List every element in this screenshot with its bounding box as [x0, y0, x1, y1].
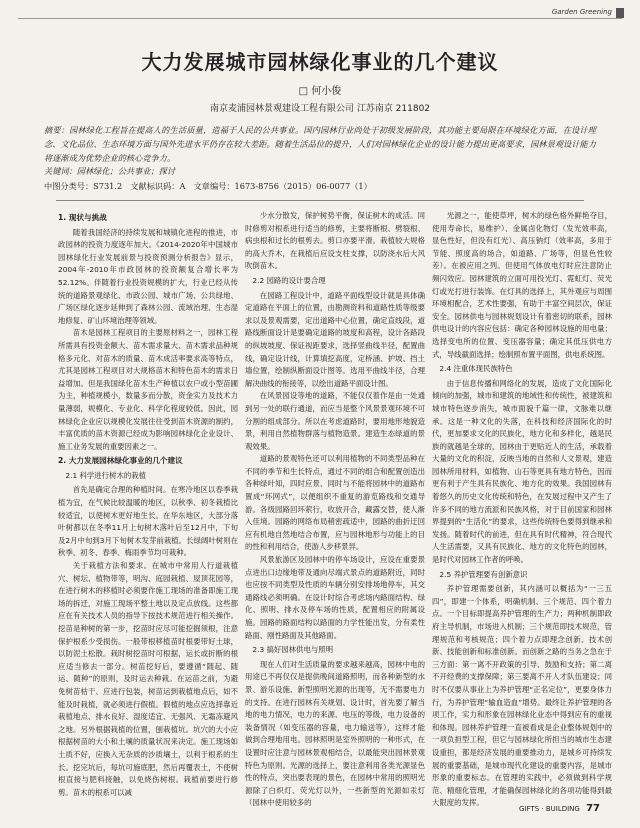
paragraph: 关于栽植方法和要求。在城市中常用人行道栽植穴、树坛、植物带等，明沟、庭园栽植、屋顶花园等，在进行树木的移植时必须要作施工现场的准备即施工现场的拆迁，对施工现场平整土地以及定点放线。这些都应在有关技术人员的指导下按技术规范进行相关操作。挖苗是种树的第一步，挖苗时应尽可能挖掘须根，注意保护根系少受损伤。一般带根移植苗时根要带好土球，以防泥土松散。栽时树挖苗时可根据，运长或折断的根应适当修去一部分。树苗挖好后，要遵循“随起、随运、随种”的原则，及时运去种栽。在运苗之前，为避免树苗枯干、应进行包装，树苗运到栽植地点后，如不能及时栽植，就必须进行假植。假植的地点应选择靠近栽植地点、排水良好、湿度适宜、无强风、无霜冻避风之地。另外根据栽植的位置，刨栽植坑。坑穴的大小应根据树苗的大小和土壤的质量状况来决定。施工现场如土质不好，应换入无杂质的沙质壤土，以利于根系的生长。挖完坑后，每坑可施底肥，然后再覆表土，不使树根直接与肥料接触，以免烧伤树根。栽植前要进行修剪。苗木的根系可以减: [58, 561, 238, 797]
subsection-heading: 2.5 养护管理要有创新意识: [439, 569, 528, 579]
paragraph: 由于信息传播和网络化的发展，造成了文化国际化倾向的加强，城市和建筑的地域性和传统性，被建筑和城市特色逐步消失，城市面貌千篇一律，文脉难以继承。这是一种文化的失落，在科技和经济国际化的时代，更加要求文化的民族化，地方化和多样化，越是民族的就越是全球的，园林由于更贴近人的生活，承载着大量的文化的积淀，反映当地的自然和人文景观，建造园林所用材料，如植物、山石等更具有地方特色，因而更有利于产生具有民族化、地方化的效果。我国园林有着悠久的历史文化传统和特色，在发展过程中又产生了许多不同的地方流派和民族风格，对于目前国家和园林界提到的“生活化”的要求，这些传统特色要得到继承和发扬。随着时代的前进，但在具有时代精神，符合现代人生活需要，又具有民族化、地方的文化特色的园林，是时代对园林工作者的呼唤。: [432, 378, 612, 565]
divider: [56, 200, 584, 201]
subsection-heading: 2.2 园路的设计要合理: [252, 275, 326, 285]
paragraph: 首先是确定合理的种植时间。在寒冷地区以春季栽植为宜，在气候比较温暖的地区，以秋季、初冬栽植比较适宜，以使树木更好地生长。在华东地区，大部分落叶树都以在冬季11月上旬树木落叶后至12月中，下旬及2月中旬到3月下旬树木发芽前栽植。长绿阔叶树则在秋季、初冬、春季、梅雨季节均可栽种。: [58, 485, 238, 558]
paragraph: 少水分散发，保护树势平衡，保证树木的成活。同时修剪对根系进行适当的修剪，主要将断根、劈裂根、病虫根和过长的根剪去。剪口亦要平滑。栽植较大规格的高大乔木，在栽植后应设支柱支撑，以防浇水后大风吹倒苗木。: [245, 211, 425, 271]
column-2: [245, 210, 425, 810]
article-title: 大力发展城市园林绿化事业的几个建议: [141, 50, 499, 74]
paragraph: 现在人们对生活质量的要求越来越高，园林中电的用途已不再仅仅是提供晚间道路照明，而各种新型的水景、游乐设施、新型照明光源的出现等，无不需要电力的支持。在进行园林有关规划、设计时，首先要了解当地的电力情况，电力的来源、电压的等级，电力设备的装备情况（如变压器的容量，电力输送等），这样才能做到合理地用电。园林照明是室外照明的一种形式，在设置时应注意与园林景观相结合，以最能突出园林景观特色为原则。光源的选择上，要注意利用各类光源显色性的特点，突出要表现的景色，在园林中常用的照明光源除了白炽灯、荧光灯以外，一些新型的光源如汞灯（园林中使用较多的: [245, 659, 425, 808]
section-heading: 1. 现状与挑战: [58, 213, 107, 222]
column-1: [58, 210, 238, 799]
header-rule: [18, 18, 622, 19]
keywords: 关键词：园林绿化；公共事业；探讨: [44, 166, 176, 176]
subsection-heading: 2.3 搞好园林供电与照明: [252, 645, 334, 655]
section-heading: 2. 大力发展园林绿化事业的几个建议: [58, 456, 183, 466]
footer-label: GIFTS · BUILDING: [519, 805, 580, 813]
affiliation: 南京麦浦园林景观建设工程有限公司 江苏南京 211802: [209, 104, 431, 114]
paragraph: 随着我国经济的持续发展和城镇化进程的推进，市政园林的投资力度逐年加大。《2014-2020年中国城市园林绿化行业发展前景与投资预测分析报告》显示，2004年-2010年市政园林的投资额复合增长率为52.12%。伴随着行业投资规模的扩大，行业已经从传统的道路景观绿化、市政公园、城市广场、公共绿地、广场区绿化逐步延伸到了森林公园、流域治理、生态湿地修复、矿山环境治理等领域。: [58, 227, 238, 325]
classification-line: 中图分类号：S731.2 文献标识码：A 文章编号：1673-8756（2015）06-0077（1）: [44, 181, 372, 191]
paragraph: 养护管理需要创新，其内涵可以概括为“一三五四”，即建一个体系，明确机制、三个规范、四个着力点。一个目标即提高养护管理的生产力；两种机制即政府主导机制，市场进入机制；三个规范即技术规范，管理规范和考核规范；四个着力点即理念创新、技术创新、技能创新和标准创新。而创新之路的当务之急在于三方面：第一离不开政策的引导、鼓励和支持；第二离不开经费的支撑保障；第三要离不开人才队伍建设；同时不仅要从事业上为养护管理“正名定位”，更要身体力行，为养护管理“输血造血”增势。最终让养护管理的各项工作，实力和形象在园林绿化业态中得到应有的重视和体现。园林养护管理一直被看成是企业整体规划中的一项负担型工程，但它与园林绿化所担当的城市生态建设重担，都是经济发展的重要推动力，是城乡可持续发展的重要基础，是城市现代化建设的重要内容，是城市形象的重要标志。在管理的实践中，必须做到科学规范、精细化管理，才能确保园林绿化的各项功能得到最大限度的发挥。: [432, 584, 612, 808]
abstract: 摘要：园林绿化工程旨在提高人的生活质量，造福于人民的公共事业。国内园林行业尚处于初级发展阶段，其功能主要局限在环境绿化方面，在设计理念、文化品位、生态环境方面与国外先进水平仍存在较大差距。随着生活品位的提升，人们对园林绿化企业的设计能力提出更高要求，园林景观设计能力将逐渐成为优势企业的核心竞争力。: [44, 125, 596, 163]
paragraph: 苗木是园林工程项目的主要原材料之一，园林工程所需具有投资金额大、苗木需求量大、苗木需求品种规格多元化、对苗木的质量、苗木成活率要求高等特点，尤其是园林工程项目对大规格苗木和特色苗木的需求日益增加。但是我国绿化苗木生产种植以农户或小型苗圃为主，种植规模小，数量多而分散，资金实力及技术力量薄弱，规模化、专业化、科学化程度较低。因此，园林绿化企业应以规模化发展往往受到苗木资源的制约，丰富优质的苗木资源已经成为影响园林绿化企业设计、施工业务发展的重要因素之一。: [58, 328, 238, 451]
footer: [519, 803, 600, 814]
subsection-heading: 2.4 注重体现民族特色: [439, 364, 513, 374]
paragraph: 在风景园设等地的道路，不能仅仅着作是由一处通到另一处的联行通道，而应当是整个风景景观环境不可分割的组成部分。所以在考虑道路时，要用地形地貌造景，利用自然植物群落与植物造景。建造生态绿道的景观效果。: [245, 391, 425, 451]
paragraph: 道路的景观特色还可以利用植物的不同类型品种在不同的季节和生长特点，通过不同的组合和配置创造出各种绿叶知，四时应景、同时与不能将园林中的道路布置成“环网式”，以便组织不重复的游览路线和交通导游。各级园路回环萦行，收放开合，藏露交替，使人渐入佳境。园路的网络布局稍密疏适中，园路的曲折迂回应有机地自然地结合布置，应与园林地形与功能上的目的性和利用结合，使游人步移景异。: [245, 454, 425, 552]
subsection-heading: 2.1 科学进行树木的栽植: [65, 470, 147, 480]
author: □ 何小俊: [298, 86, 342, 97]
header-block: [616, 8, 624, 18]
page-number: 77: [586, 803, 600, 814]
paragraph: 风景旅游区及园林中的停车场设计，应设在重要景点进出口边缘地带及通向尽端式景点的道路附近，同时也应按不同类型及性质的车辆分别安排场地停车，其交通路线必须明确。在设计时综合考虑场内路面结构、绿化、照明、排水及停车场的性质，配置相应的附属设施。园路的路面结构以路面的力学性能出发，分有柔性路面、刚性路面及其他路面。: [245, 555, 425, 640]
paragraph: 在园路工程设计中，道路平面线型设计就是具体确定道路在平面上的位置，由勘测资料和道路性质等级要求以及景观需要，定出道路中心位置，确定直线段，道路线断面设计是要确定道路的坡度和高程，设计各路段的纵坡坡度、保证视距要求，选择竖曲线半径，配置曲线，确定设计线，计算填挖高度，定桥涵、护坡、挡土墙位置，绘制纵断面设计图等。选用平曲线半径，合理解决曲线的衔接等，以绘出道路平面设计图。: [245, 290, 425, 388]
running-header: Garden Greening: [551, 8, 612, 16]
column-3: [432, 210, 612, 810]
paragraph: 光源之一，能使草坪，树木的绿色格外鲜艳夺目，使用寿命长，易维护）、金属卤化物灯（发光效率高，显色性好，但没有红光）、高压钠灯（效率高，多用于节能、照度高的场合，如道路、广场等，但显色性较差）。在被应用之列。但使用气体放电灯时应注意防止频闪效应。园林建筑的立面可用投光灯、霓虹灯、荧光灯或光打进行装饰。在灯具的选择上，其外观应与周围环境相配合，艺术性要强，有助于丰富空间层次，保证安全。园林供电与园林规划设计有着密切的联系，园林供电设计的内容应包括：确定各种园林设施的用电量；选择变电所的位置、变压器容量；确定其低压供电方式，导线截面选择；绘制照布置平面图，供电系统图。: [432, 211, 612, 359]
